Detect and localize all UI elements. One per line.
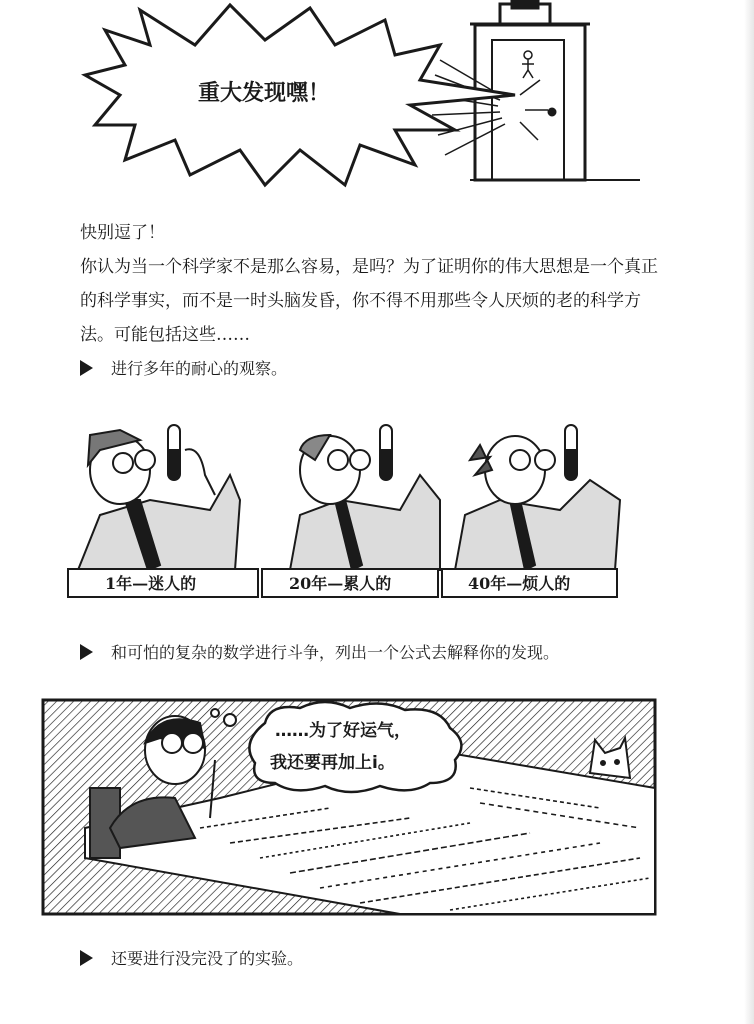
triangle-bullet-icon [80, 644, 93, 660]
triangle-bullet-icon [80, 950, 93, 966]
intro-exclaim: 快别逗了！ [80, 223, 165, 243]
math-comic [0, 698, 754, 918]
bullet-text: 还要进行没完没了的实验。 [111, 949, 304, 968]
page-edge-shadow [744, 0, 754, 1024]
thought-dot [211, 709, 219, 717]
panel-caption: 40年—烦人的 [468, 574, 571, 593]
scientist-panels [0, 405, 754, 605]
panel-caption: 1年—迷人的 [105, 574, 197, 593]
bullet-item [80, 356, 287, 379]
thought-text-line1: ……为了好运气， [275, 721, 411, 741]
bullet-text: 和可怕的复杂的数学进行斗争，列出一个公式去解释你的发现。 [111, 643, 560, 662]
panel-caption: 20年—累人的 [289, 574, 392, 593]
triangle-bullet-icon [80, 360, 93, 376]
thought-dot [224, 714, 236, 726]
scientist-panel-3 [455, 425, 620, 570]
scientist-panel-2 [290, 425, 440, 570]
scientist-panel-1 [78, 425, 240, 570]
intro-paragraph: 你认为当一个科学家不是那么容易，是吗？为了证明你的伟大思想是一个真正的科学事实，而不是一时头脑发昏，你不得不用那些令人厌烦的老的科学方法。可能包括这些…… [80, 257, 658, 345]
burst-shout-text: 重大发现嘿！ [198, 81, 331, 106]
discovery-comic [0, 0, 754, 200]
lab-door-illustration [470, 0, 640, 180]
thought-text-line2: 我还要再加上i。 [270, 753, 395, 773]
bullet-text: 进行多年的耐心的观察。 [111, 359, 288, 378]
bullet-item [80, 946, 303, 969]
bullet-item [80, 640, 559, 663]
thought-bubble [249, 702, 461, 792]
